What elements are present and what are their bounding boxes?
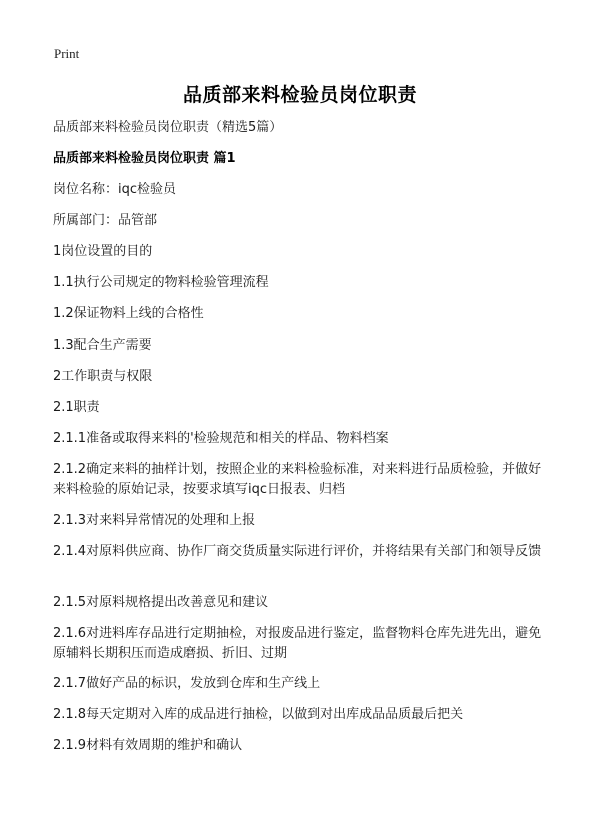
paragraph-2-1-2: 2.1.2确定来料的抽样计划，按照企业的来料检验标准，对来料进行品质检验，并做好来料检验的原始记录，按要求填写iqc日报表、归档 <box>53 462 542 497</box>
paragraph-position-name: 岗位名称：iqc检验员 <box>53 182 177 197</box>
paragraph-1-2: 1.2保证物料上线的合格性 <box>53 306 204 321</box>
paragraph-2-1-8: 2.1.8每天定期对入库的成品进行抽检，以做到对出库成品品质最后把关 <box>53 707 464 722</box>
print-link[interactable]: Print <box>54 46 80 61</box>
document-subtitle: 品质部来料检验员岗位职责（精选5篇） <box>53 120 283 135</box>
paragraph-2-1-7: 2.1.7做好产品的标识，发放到仓库和生产线上 <box>53 676 321 691</box>
paragraph-duties-heading: 2工作职责与权限 <box>53 369 153 384</box>
paragraph-2-1-3: 2.1.3对来料异常情况的处理和上报 <box>53 513 256 528</box>
page-title: 品质部来料检验员岗位职责 <box>182 84 417 106</box>
paragraph-1-1: 1.1执行公司规定的物料检验管理流程 <box>53 275 269 290</box>
paragraph-2-1-5: 2.1.5对原料规格提出改善意见和建议 <box>53 595 269 610</box>
paragraph-2-1-6: 2.1.6对进料库存品进行定期抽检，对报废品进行鉴定，监督物料仓库先进先出，避免原辅料长期积压而造成磨损、折旧、过期 <box>53 626 542 661</box>
section-heading: 品质部来料检验员岗位职责 篇1 <box>53 151 236 166</box>
paragraph-2-1-1: 2.1.1准备或取得来料的'检验规范和相关的样品、物料档案 <box>53 431 389 446</box>
paragraph-department: 所属部门：品管部 <box>53 213 158 228</box>
paragraph-purpose-heading: 1岗位设置的目的 <box>53 244 153 259</box>
paragraph-2-1-9: 2.1.9材料有效周期的维护和确认 <box>53 738 243 753</box>
paragraph-2-1: 2.1职责 <box>53 400 100 415</box>
paragraph-1-3: 1.3配合生产需要 <box>53 338 152 353</box>
paragraph-2-1-4: 2.1.4对原料供应商、协作厂商交货质量实际进行评价，并将结果有关部门和领导反馈 <box>53 544 542 559</box>
